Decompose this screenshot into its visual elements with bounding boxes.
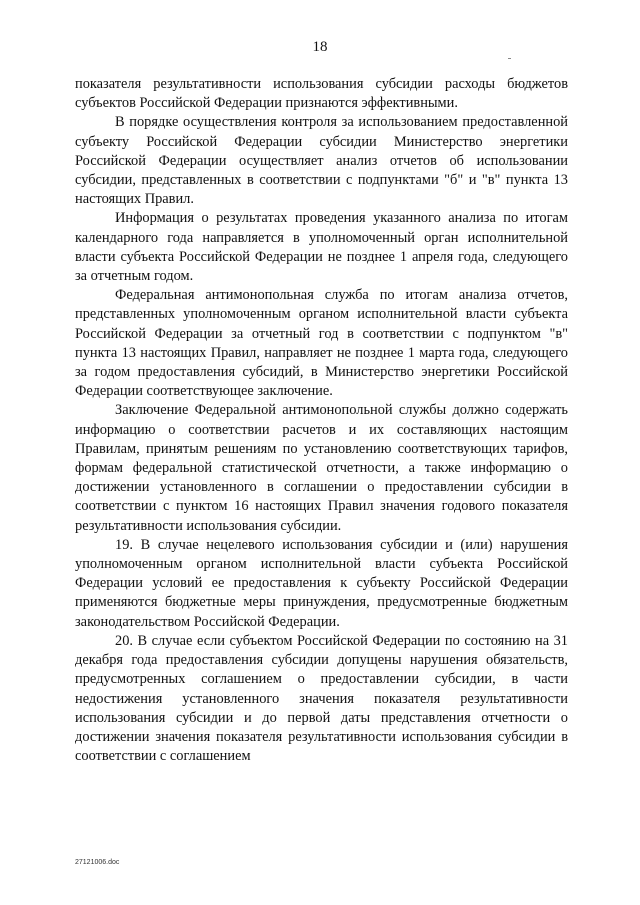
paragraph-control-analysis: В порядке осуществления контроля за использованием предоставленной субъекту Российской Федерации субсидии Министерство энергетики Российской Федерации осуществляет анализ отчетов об использовании субсидии, представленных в соответствии с подпунктами "б" и "в" пункта 13 настоящих Правил. — [75, 114, 568, 208]
paragraph-item-20: 20. В случае если субъектом Российской Федерации по состоянию на 31 декабря года предоставления субсидии допущены нарушения обязательств, предусмотренных соглашением о предоставлении субсидии, в части недостижения установленного значения показателя результативности использования субсидии и до первой даты представления отчетности о достижении значения показателя результативности использования субсидии в соответствии с соглашением — [75, 632, 568, 765]
paragraph-continuation: показателя результативности использования субсидии расходы бюджетов субъектов Российской Федерации признаются эффективными. — [75, 76, 568, 112]
page-number: 18 — [312, 39, 328, 55]
footer-file-code: 27121006.doc — [75, 859, 120, 866]
scan-artifact — [508, 58, 511, 59]
paragraph-antimonopoly-service: Федеральная антимонопольная служба по итогам анализа отчетов, представленных уполномоченным органом исполнительной власти субъекта Российской Федерации за отчетный год в соответствии с подпунктом "в" пункта 13 настоящих Правил, направляет не позднее 1 марта года, следующего за годом предоставления субсидий, в Министерство энергетики Российской Федерации соответствующее заключение. — [75, 287, 568, 400]
paragraph-analysis-results: Информация о результатах проведения указанного анализа по итогам календарного года направляется в уполномоченный орган исполнительной власти субъекта Российской Федерации не позднее 1 апреля года, следующего за отчетным годом. — [75, 210, 568, 285]
paragraph-conclusion-contents: Заключение Федеральной антимонопольной службы должно содержать информацию о соответствии расчетов и их составляющих настоящим Правилам, принятым решениям по установлению соответствующих тарифов, формам федеральной статистической отчетности, а также информацию о достижении установленного в соглашении о предоставлении субсидии в соответствии с пунктом 16 настоящих Правил значения годового показателя результативности использования субсидии. — [75, 402, 568, 534]
paragraph-item-19: 19. В случае нецелевого использования субсидии и (или) нарушения уполномоченным органом исполнительной власти субъекта Российской Федерации условий ее предоставления к субъекту Российской Федерации применяются бюджетные меры принуждения, предусмотренные бюджетным законодательством Российской Федерации. — [75, 536, 568, 630]
document-body — [75, 75, 568, 766]
